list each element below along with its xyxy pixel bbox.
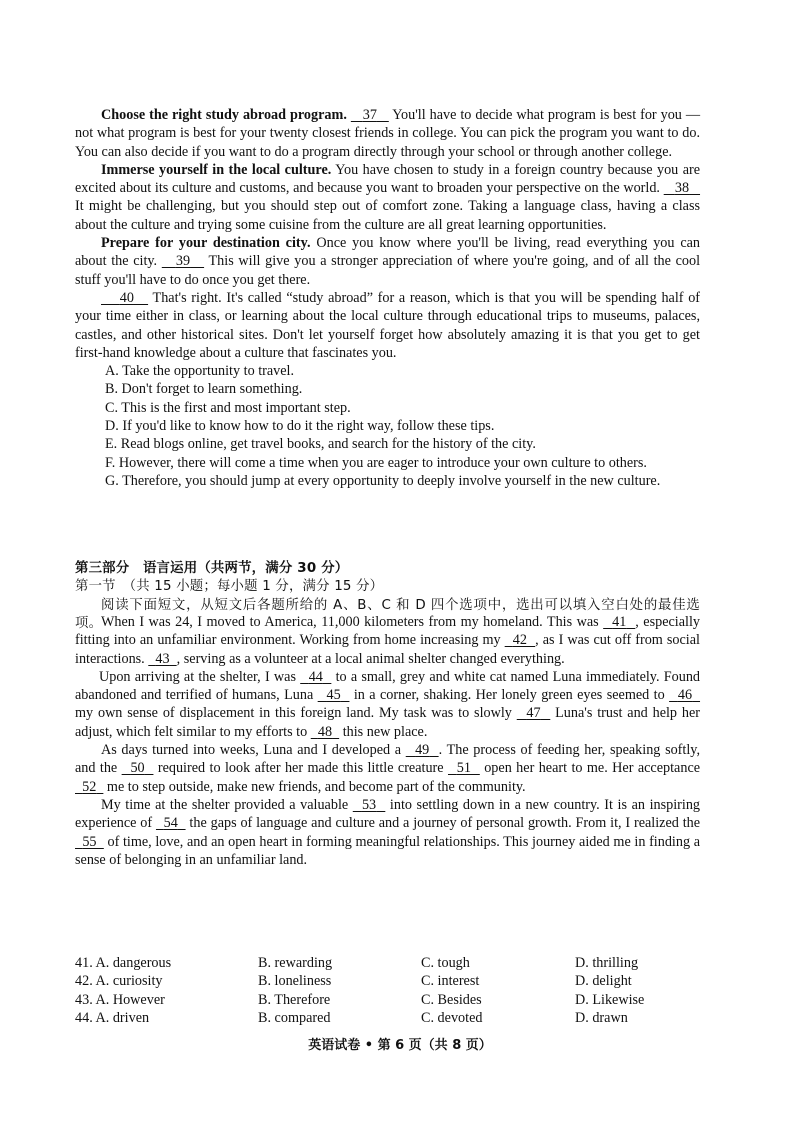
- section-instruction: 阅读下面短文，从短文后各题所给的 A、B、C 和 D 四个选项中，选出可以填入空白处的最佳选项。: [75, 597, 700, 631]
- option-d: D. thrilling: [575, 955, 639, 971]
- answer-blank: 44: [308, 668, 323, 685]
- section-title: 第三部分 语言运用（共两节，满分 30 分）: [75, 561, 349, 576]
- option-item: G. Therefore, you should jump at every opportunity to deeply involve yourself in the new culture.: [105, 472, 661, 489]
- option-a: 41. A. dangerous: [75, 955, 172, 971]
- answer-blank: 42: [512, 632, 527, 649]
- paragraph-text: , serving as a volunteer at a local animal shelter changed everything.: [176, 650, 565, 667]
- answer-blank: 38: [674, 180, 690, 197]
- paragraph-heading: Choose the right study abroad program.: [101, 107, 347, 123]
- option-b: B. rewarding: [258, 955, 333, 971]
- option-item: F. However, there will come a time when you are eager to introduce your own culture to others.: [105, 454, 647, 471]
- option-list: [75, 362, 700, 490]
- answer-blank: 46: [677, 687, 693, 704]
- option-d: D. Likewise: [575, 991, 645, 1008]
- option-a: 43. A. However: [75, 991, 165, 1008]
- option-d: D. delight: [575, 973, 632, 990]
- paragraph: [75, 106, 700, 161]
- answer-blank: 50: [130, 760, 145, 777]
- question-row: [75, 991, 700, 1009]
- section-subtitle: 第一节 （共 15 小题；每小题 1 分，满分 15 分）: [75, 579, 384, 595]
- paragraph: [75, 289, 700, 362]
- option-b: B. compared: [258, 1009, 331, 1026]
- paragraph: [75, 668, 700, 741]
- answer-blank: 55: [82, 833, 97, 850]
- answer-blank: 41: [612, 614, 627, 630]
- answer-blank: 39: [175, 253, 191, 270]
- paragraph-text: the gaps of language and culture and a journey of personal growth. From it, I realized the: [189, 815, 701, 832]
- option-item: E. Read blogs online, get travel books, and search for the history of the city.: [105, 436, 536, 453]
- paragraph: [75, 796, 700, 869]
- paragraph: [75, 234, 700, 289]
- reading-passage: [75, 106, 700, 490]
- option-item: D. If you'd like to know how to do it the right way, follow these tips.: [105, 418, 495, 435]
- paragraph-text: to a small, grey and white cat named Luna immediately. Found abandoned and terrified of humans, Luna: [75, 668, 701, 704]
- paragraph-text: You'll have to decide what program is best for you — not what program is best for your twenty closest friends in college. You can pick the program you want to do. You can also decide if you want to do a program directly through your school or through another college.: [75, 107, 701, 160]
- answer-blank: 52: [82, 778, 97, 795]
- paragraph-text: me to step outside, make new friends, and become part of the community.: [106, 778, 526, 795]
- cloze-passage: [75, 613, 700, 869]
- paragraph-text: Upon arriving at the shelter, I was: [99, 668, 296, 685]
- question-row: [75, 954, 700, 972]
- paragraph-text: . The process of feeding her, speaking softly, and the: [75, 742, 701, 777]
- option-item: A. Take the opportunity to travel.: [105, 363, 295, 380]
- answer-blank: 51: [456, 760, 471, 777]
- answer-blank: 49: [415, 742, 430, 759]
- option-a: 44. A. driven: [75, 1009, 150, 1026]
- question-row: [75, 972, 700, 990]
- answer-blank: 45: [326, 687, 341, 704]
- question-row: [75, 1009, 700, 1027]
- paragraph-text: My time at the shelter provided a valuable: [101, 796, 349, 813]
- paragraph-text: It might be challenging, but you should step out of comfort zone. Taking a language class, having a class about the culture and trying some cuisine from the culture are all great learning opportunities.: [75, 198, 700, 233]
- paragraph-text: , as I was cut off from social interactions.: [75, 632, 700, 667]
- option-b: B. Therefore: [258, 991, 331, 1008]
- paragraph-heading: Immerse yourself in the local culture.: [101, 161, 332, 178]
- answer-blank: 37: [362, 107, 377, 123]
- paragraph-text: Luna's trust and help her adjust, which felt similar to my efforts to: [75, 705, 700, 740]
- paragraph-text: open her heart to me. Her acceptance: [484, 760, 701, 777]
- paragraph-text: this new place.: [342, 723, 428, 740]
- option-b: B. loneliness: [258, 973, 332, 990]
- answer-blank: 54: [163, 815, 178, 832]
- answer-blank: 40: [119, 289, 134, 306]
- paragraph-text: of time, love, and an open heart in forming meaningful relationships. This journey aided me in finding a sense of belonging in an unfamiliar land.: [75, 833, 701, 868]
- option-d: D. drawn: [575, 1009, 628, 1026]
- paragraph-text: my own sense of displacement in this foreign land. My task was to slowly: [75, 705, 512, 722]
- paragraph-text: This will give you a stronger appreciation of where you're going, and of all the cool stuff you'll have to do once you get there.: [75, 253, 701, 288]
- option-c: C. tough: [421, 955, 470, 971]
- paragraph-text: As days turned into weeks, Luna and I developed a: [101, 742, 402, 759]
- option-a: 42. A. curiosity: [75, 973, 163, 990]
- option-c: C. Besides: [421, 991, 482, 1008]
- option-c: C. interest: [421, 973, 480, 990]
- question-options: [75, 954, 700, 1027]
- paragraph-text: into settling down in a new country. It is an inspiring experience of: [75, 796, 701, 832]
- answer-blank: 53: [361, 796, 377, 813]
- paragraph-text: required to look after her made this little creature: [157, 760, 444, 777]
- answer-blank: 43: [155, 650, 170, 667]
- paragraph-text: When I was 24, I moved to America, 11,000 kilometers from my homeland. This was: [101, 614, 599, 630]
- paragraph-text: , especially fitting into an unfamiliar environment. Working from home increasing my: [75, 614, 701, 649]
- option-item: B. Don't forget to learn something.: [105, 381, 303, 398]
- answer-blank: 47: [526, 705, 541, 722]
- paragraph-text: Once you know where you'll be living, read everything you can about the city.: [75, 235, 701, 270]
- option-c: C. devoted: [421, 1009, 483, 1026]
- paragraph-heading: Prepare for your destination city.: [101, 235, 311, 252]
- paragraph-text: You have chosen to study in a foreign country because you are excited about its culture and customs, and because you want to broaden your perspective on the world.: [75, 161, 701, 197]
- answer-blank: 48: [317, 723, 333, 740]
- paragraph: [75, 741, 700, 796]
- paragraph-text: That's right. It's called “study abroad” for a reason, which is that you will be spending half of your time either in class, or learning about the local culture through educational trips to museums, palaces, castles, and other historical sites. Don't let yourself forget how absolutely amazing it is that you get to get first-hand knowledge about a culture that fascinates you.: [75, 289, 701, 361]
- option-item: C. This is the first and most important step.: [105, 399, 351, 416]
- page-footer: 英语试卷 • 第 6 页（共 8 页）: [308, 1038, 492, 1053]
- paragraph-text: in a corner, shaking. Her lonely green eyes seemed to: [353, 687, 665, 704]
- paragraph: [75, 161, 700, 234]
- paragraph: [75, 613, 700, 668]
